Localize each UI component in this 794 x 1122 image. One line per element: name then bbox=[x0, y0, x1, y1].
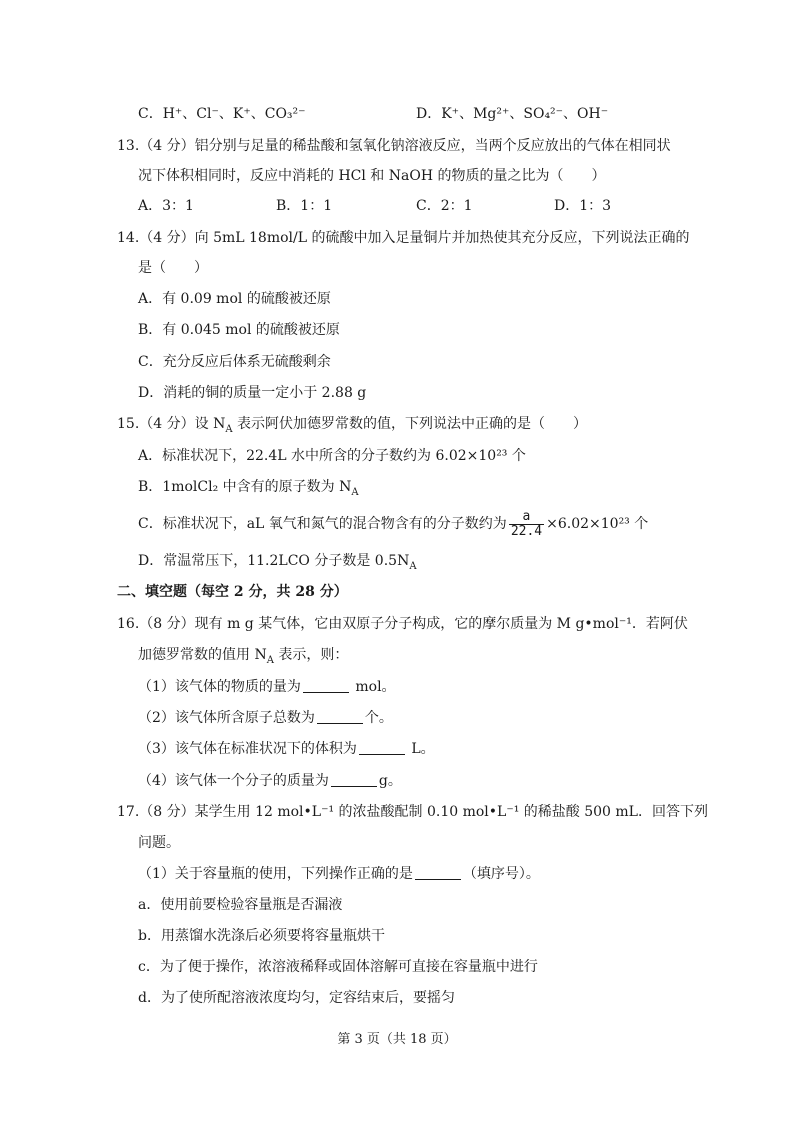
q13-option-b: B．1：1 bbox=[276, 198, 333, 214]
q12-option-c: C．H⁺、Cl⁻、K⁺、CO₃²⁻ bbox=[138, 106, 306, 122]
answer-blank[interactable] bbox=[331, 772, 377, 787]
section-heading-fill-in: 二、填空题（每空 2 分，共 28 分） bbox=[117, 584, 348, 600]
q16-part4-text: （4）该气体一个分子的质量为 bbox=[138, 773, 329, 789]
q16-part2-unit: 个。 bbox=[364, 710, 393, 726]
q16-part4-unit: g。 bbox=[378, 773, 402, 789]
q13-option-c: C．2：1 bbox=[416, 198, 473, 214]
q16-part2 bbox=[138, 708, 393, 728]
answer-blank[interactable] bbox=[415, 865, 461, 880]
q17-item-d: d．为了使所配溶液浓度均匀，定容结束后，要摇匀 bbox=[138, 990, 455, 1006]
q17-stem-line1: 17.（8 分）某学生用 12 mol•L⁻¹ 的浓盐酸配制 0.10 mol•L⁻¹ 的稀盐酸 500 mL．回答下列 bbox=[117, 804, 708, 820]
q13-stem-line1: 13.（4 分）铝分别与足量的稀盐酸和氢氧化钠溶液反应，当两个反应放出的气体在相同状 bbox=[117, 138, 671, 154]
page-footer: 第 3 页（共 18 页） bbox=[337, 1032, 457, 1047]
answer-blank[interactable] bbox=[303, 678, 349, 693]
answer-blank[interactable] bbox=[359, 740, 405, 755]
q15-stem: 15.（4 分）设 $N_A$ 表示阿伏加德罗常数的值，下列说法中正确的是（ ） bbox=[117, 416, 588, 435]
fraction-numerator: a bbox=[522, 508, 531, 524]
fraction-denominator: 22.4 bbox=[510, 523, 543, 539]
q16-part1 bbox=[138, 677, 396, 697]
q15-option-c bbox=[138, 508, 648, 540]
q16-part4 bbox=[138, 771, 402, 791]
q14-option-d: D．消耗的铜的质量一定小于 2.88 g bbox=[138, 385, 367, 401]
q16-stem-line1: 16.（8 分）现有 m g 某气体，它由双原子分子构成，它的摩尔质量为 M g•mol⁻¹．若阿伏 bbox=[117, 616, 688, 632]
q17-part1 bbox=[138, 864, 540, 884]
q13-option-a: A．3：1 bbox=[138, 198, 194, 214]
q15-option-d: D．常温常压下，11.2LCO 分子数是 $0.5N_A$ bbox=[138, 553, 417, 572]
q14-option-a: A．有 0.09 mol 的硫酸被还原 bbox=[138, 291, 331, 307]
q14-option-b: B．有 0.045 mol 的硫酸被还原 bbox=[138, 322, 340, 338]
q16-part3 bbox=[138, 739, 435, 759]
q15-option-a: A．标准状况下，22.4L 水中所含的分子数约为 6.02×10²³ 个 bbox=[138, 448, 526, 464]
q16-part3-unit: L。 bbox=[406, 741, 435, 757]
q16-stem-line2: 加德罗常数的值用 $N_A$ 表示，则： bbox=[138, 647, 349, 666]
answer-blank[interactable] bbox=[317, 709, 363, 724]
q17-stem-line2: 问题。 bbox=[138, 835, 180, 851]
q17-item-c: c．为了便于操作，浓溶液稀释或固体溶解可直接在容量瓶中进行 bbox=[138, 959, 538, 975]
q15-option-c-tail: ×6.02×10²³ 个 bbox=[546, 516, 649, 532]
q14-stem-line1: 14.（4 分）向 5mL 18mol/L 的硫酸中加入足量铜片并加热使其充分反应，下列说法正确的 bbox=[117, 230, 690, 246]
q15-option-b: B．1molCl₂ 中含有的原子数为 $N_A$ bbox=[138, 479, 359, 498]
q13-option-d: D．1：3 bbox=[554, 198, 612, 214]
q16-part1-text: （1）该气体的物质的量为 bbox=[138, 679, 301, 695]
q14-option-c: C．充分反应后体系无硫酸剩余 bbox=[138, 354, 331, 370]
q15-option-c-text: C．标准状况下，aL 氧气和氮气的混合物含有的分子数约为 bbox=[138, 516, 507, 532]
q16-part3-text: （3）该气体在标准状况下的体积为 bbox=[138, 741, 357, 757]
q17-item-b: b．用蒸馏水洗涤后必须要将容量瓶烘干 bbox=[138, 928, 385, 944]
q16-part2-text: （2）该气体所含原子总数为 bbox=[138, 710, 315, 726]
q12-option-d: D．K⁺、Mg²⁺、SO₄²⁻、OH⁻ bbox=[416, 106, 609, 122]
q17-item-a: a．使用前要检验容量瓶是否漏液 bbox=[138, 897, 343, 913]
q17-part1-text: （1）关于容量瓶的使用，下列操作正确的是 bbox=[138, 866, 413, 882]
q14-stem-line2: 是（ ） bbox=[138, 260, 208, 276]
fraction-a-over-22-4 bbox=[509, 510, 544, 539]
q13-stem-line2: 况下体积相同时，反应中消耗的 HCl 和 NaOH 的物质的量之比为（ ） bbox=[138, 168, 606, 184]
q16-part1-unit: mol。 bbox=[350, 679, 396, 695]
q17-part1-tail: （填序号）。 bbox=[462, 866, 540, 882]
